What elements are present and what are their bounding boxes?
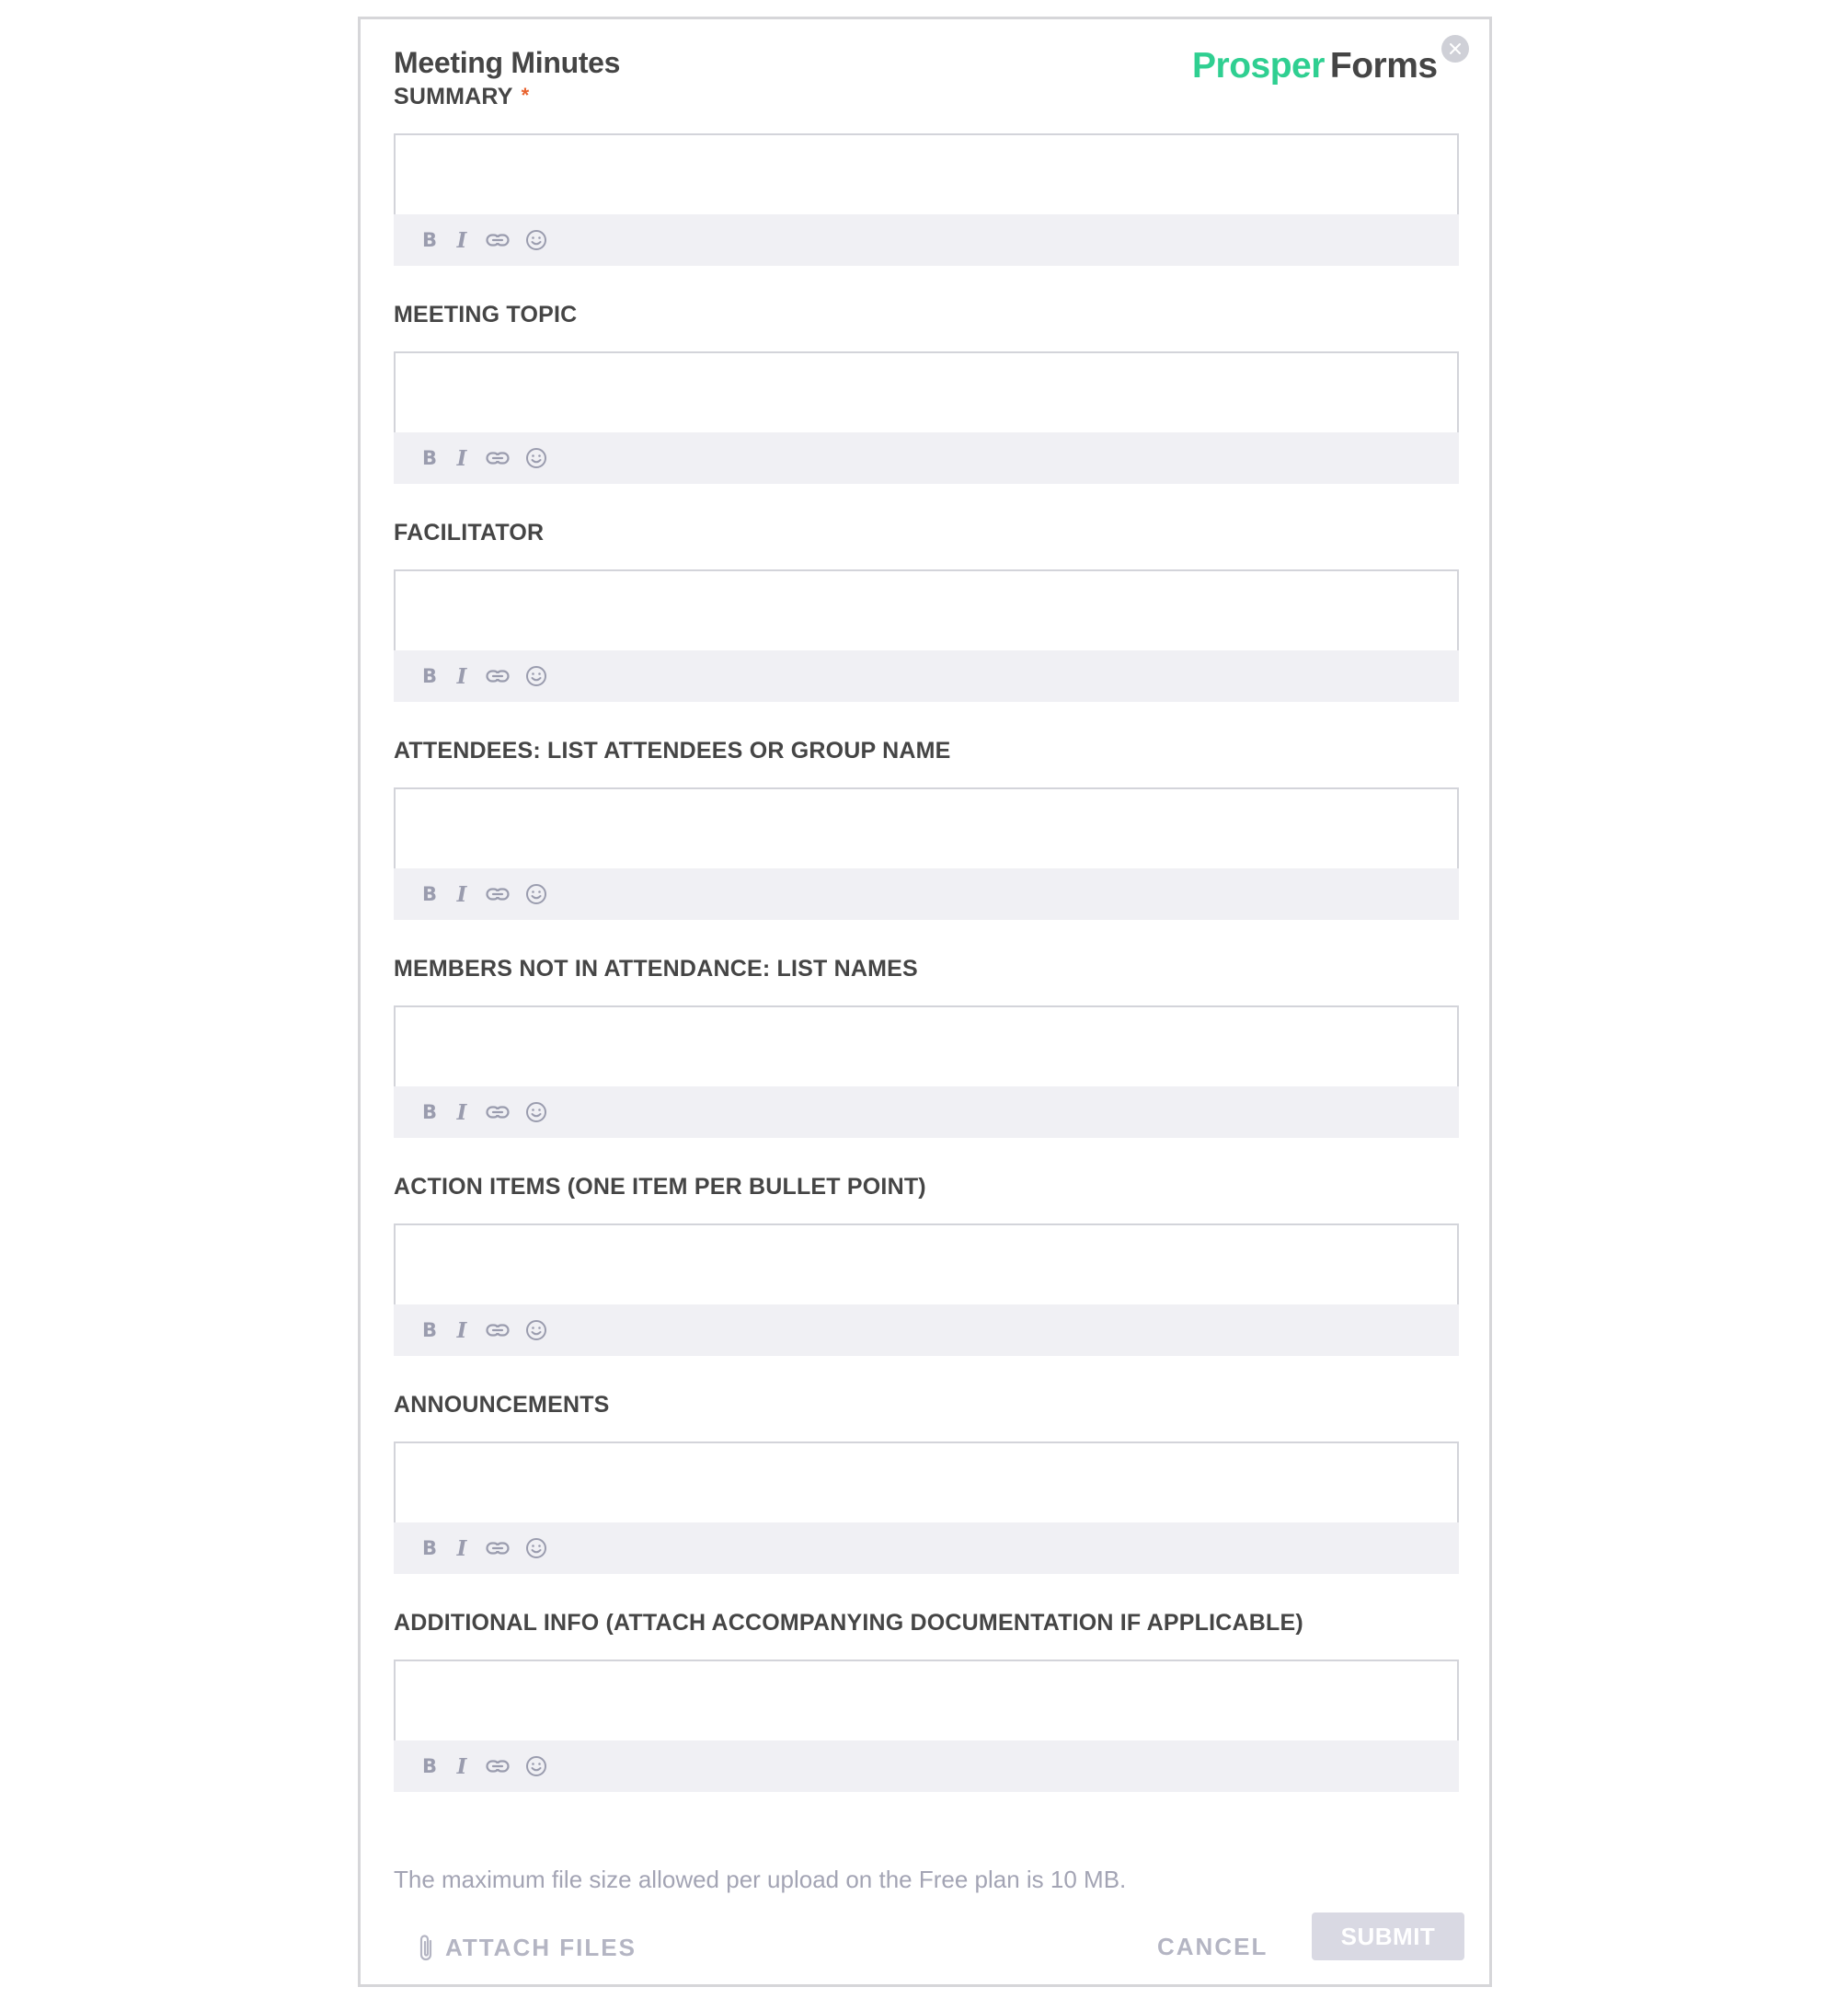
rich-text-input[interactable] — [394, 1005, 1459, 1088]
link-icon[interactable] — [486, 662, 510, 690]
required-asterisk: * — [521, 84, 530, 107]
rich-text-input[interactable] — [394, 1660, 1459, 1742]
formatting-toolbar — [394, 432, 1459, 484]
logo-forms-text: Forms — [1329, 46, 1438, 86]
form-title: Meeting Minutes — [394, 46, 621, 79]
formatting-toolbar — [394, 868, 1459, 920]
field-label-text: ATTENDEES: LIST ATTENDEES OR GROUP NAME — [394, 738, 951, 764]
bold-icon[interactable]: B — [421, 665, 437, 687]
emoji-icon[interactable] — [525, 226, 547, 254]
italic-icon[interactable]: I — [456, 1753, 467, 1779]
field-label-text: ACTION ITEMS (ONE ITEM PER BULLET POINT) — [394, 1174, 926, 1200]
link-icon[interactable] — [486, 1752, 510, 1780]
prosperforms-logo — [1192, 46, 1438, 88]
formatting-toolbar — [394, 1086, 1459, 1138]
emoji-icon[interactable] — [525, 662, 547, 690]
field-label — [394, 1610, 1303, 1637]
field-label-text: MEETING TOPIC — [394, 302, 578, 327]
paperclip-icon — [418, 1933, 436, 1962]
bold-icon[interactable]: B — [421, 1537, 437, 1559]
file-size-note: The maximum file size allowed per upload on the Free plan is 10 MB. — [394, 1866, 1127, 1893]
form-card — [358, 17, 1492, 1987]
rich-text-input[interactable] — [394, 1223, 1459, 1306]
bold-icon[interactable]: B — [421, 883, 437, 905]
link-icon[interactable] — [486, 444, 510, 472]
formatting-toolbar — [394, 1304, 1459, 1356]
field-label — [394, 84, 529, 110]
formatting-toolbar — [394, 650, 1459, 702]
field-label-text: MEMBERS NOT IN ATTENDANCE: LIST NAMES — [394, 956, 918, 982]
field-label — [394, 1174, 926, 1200]
attach-files-button[interactable] — [418, 1933, 637, 1962]
emoji-icon[interactable] — [525, 1534, 547, 1562]
rich-text-input[interactable] — [394, 133, 1459, 216]
field-label — [394, 520, 544, 546]
close-button[interactable] — [1441, 35, 1469, 63]
italic-icon[interactable]: I — [456, 663, 467, 689]
emoji-icon[interactable] — [525, 1098, 547, 1126]
field-label — [394, 738, 951, 764]
formatting-toolbar — [394, 1522, 1459, 1574]
bold-icon[interactable]: B — [421, 229, 437, 251]
link-icon[interactable] — [486, 1534, 510, 1562]
formatting-toolbar — [394, 1740, 1459, 1792]
link-icon[interactable] — [486, 880, 510, 908]
rich-text-input[interactable] — [394, 1441, 1459, 1524]
field-label-text: SUMMARY — [394, 84, 513, 109]
link-icon[interactable] — [486, 1098, 510, 1126]
field-label — [394, 1392, 610, 1418]
close-icon — [1449, 42, 1462, 55]
italic-icon[interactable]: I — [456, 1535, 467, 1561]
emoji-icon[interactable] — [525, 880, 547, 908]
field-label — [394, 302, 577, 328]
rich-text-input[interactable] — [394, 787, 1459, 870]
attach-files-label: ATTACH FILES — [445, 1933, 637, 1961]
field-label-text: ANNOUNCEMENTS — [394, 1392, 610, 1418]
italic-icon[interactable]: I — [456, 881, 467, 907]
emoji-icon[interactable] — [525, 444, 547, 472]
italic-icon[interactable]: I — [456, 1317, 467, 1343]
emoji-icon[interactable] — [525, 1316, 547, 1344]
bold-icon[interactable]: B — [421, 447, 437, 469]
italic-icon[interactable]: I — [456, 1099, 467, 1125]
submit-button[interactable]: SUBMIT — [1312, 1912, 1464, 1960]
bold-icon[interactable]: B — [421, 1101, 437, 1123]
link-icon[interactable] — [486, 1316, 510, 1344]
emoji-icon[interactable] — [525, 1752, 547, 1780]
logo-prosper-text: Prosper — [1192, 46, 1325, 86]
rich-text-input[interactable] — [394, 351, 1459, 434]
italic-icon[interactable]: I — [456, 445, 467, 471]
cancel-button[interactable]: CANCEL — [1157, 1933, 1268, 1960]
field-label-text: FACILITATOR — [394, 520, 545, 546]
formatting-toolbar — [394, 214, 1459, 266]
bold-icon[interactable]: B — [421, 1319, 437, 1341]
link-icon[interactable] — [486, 226, 510, 254]
field-label-text: ADDITIONAL INFO (ATTACH ACCOMPANYING DOCUMENTATION IF APPLICABLE) — [394, 1610, 1303, 1636]
rich-text-input[interactable] — [394, 569, 1459, 652]
field-label — [394, 956, 918, 982]
italic-icon[interactable]: I — [456, 227, 467, 253]
bold-icon[interactable]: B — [421, 1755, 437, 1777]
